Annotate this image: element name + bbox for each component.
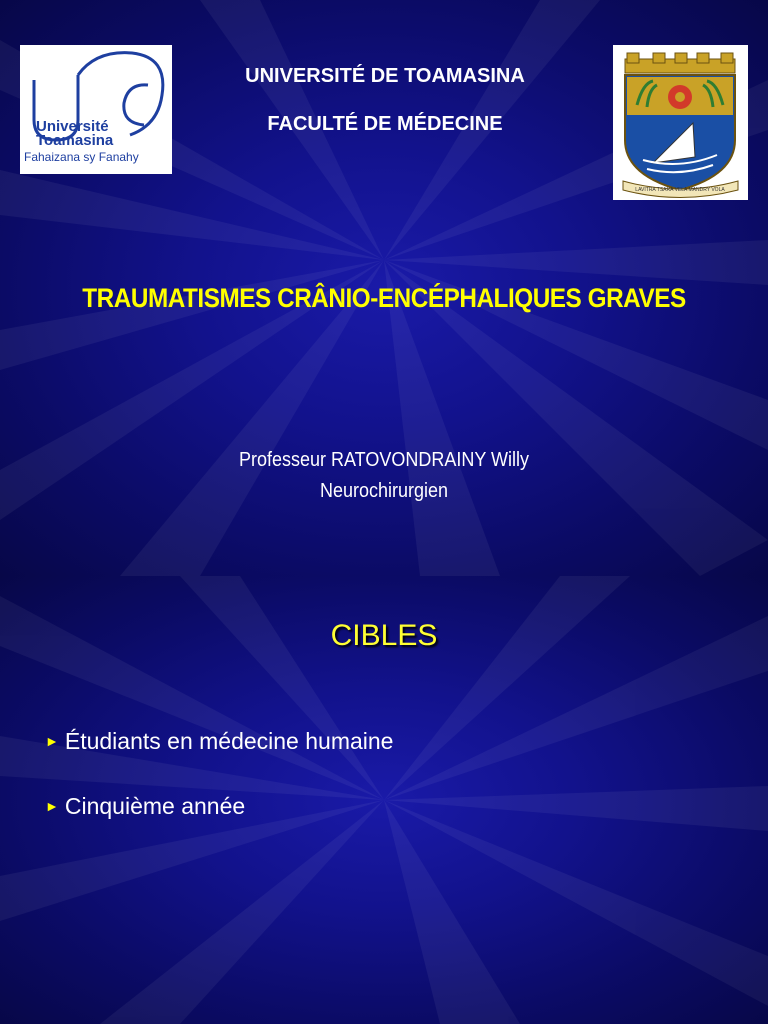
coat-of-arms-motto: LAVITRA TSARA VELA MANDRY VOLA	[635, 187, 725, 193]
faculty-name: FACULTÉ DE MÉDECINE	[267, 113, 503, 135]
presentation-title: TRAUMATISMES CRÂNIO-ENCÉPHALIQUES GRAVES	[82, 283, 686, 313]
university-logo-graphic	[20, 45, 172, 174]
slide-title: CIBLES	[330, 619, 438, 652]
author-role: Neurochirurgien	[319, 480, 449, 502]
city-coat-of-arms	[613, 45, 748, 200]
targets-slide	[0, 576, 768, 1024]
triangle-right-icon: ►	[45, 798, 59, 814]
author-name: Professeur RATOVONDRAINY Willy	[238, 449, 530, 471]
coat-of-arms-icon	[613, 45, 748, 200]
university-logo	[20, 45, 172, 174]
list-item	[45, 728, 393, 755]
list-item	[45, 793, 245, 820]
list-item-text: Cinquième année	[64, 793, 246, 819]
logo-text-line1: Université	[36, 118, 109, 135]
triangle-right-icon: ►	[45, 733, 59, 749]
logo-motto: Fahaizana sy Fanahy	[24, 150, 139, 164]
logo-text-line2: Toamasina	[36, 132, 114, 149]
list-item-text: Étudiants en médecine humaine	[64, 728, 394, 754]
university-name: UNIVERSITÉ DE TOAMASINA	[245, 65, 525, 87]
